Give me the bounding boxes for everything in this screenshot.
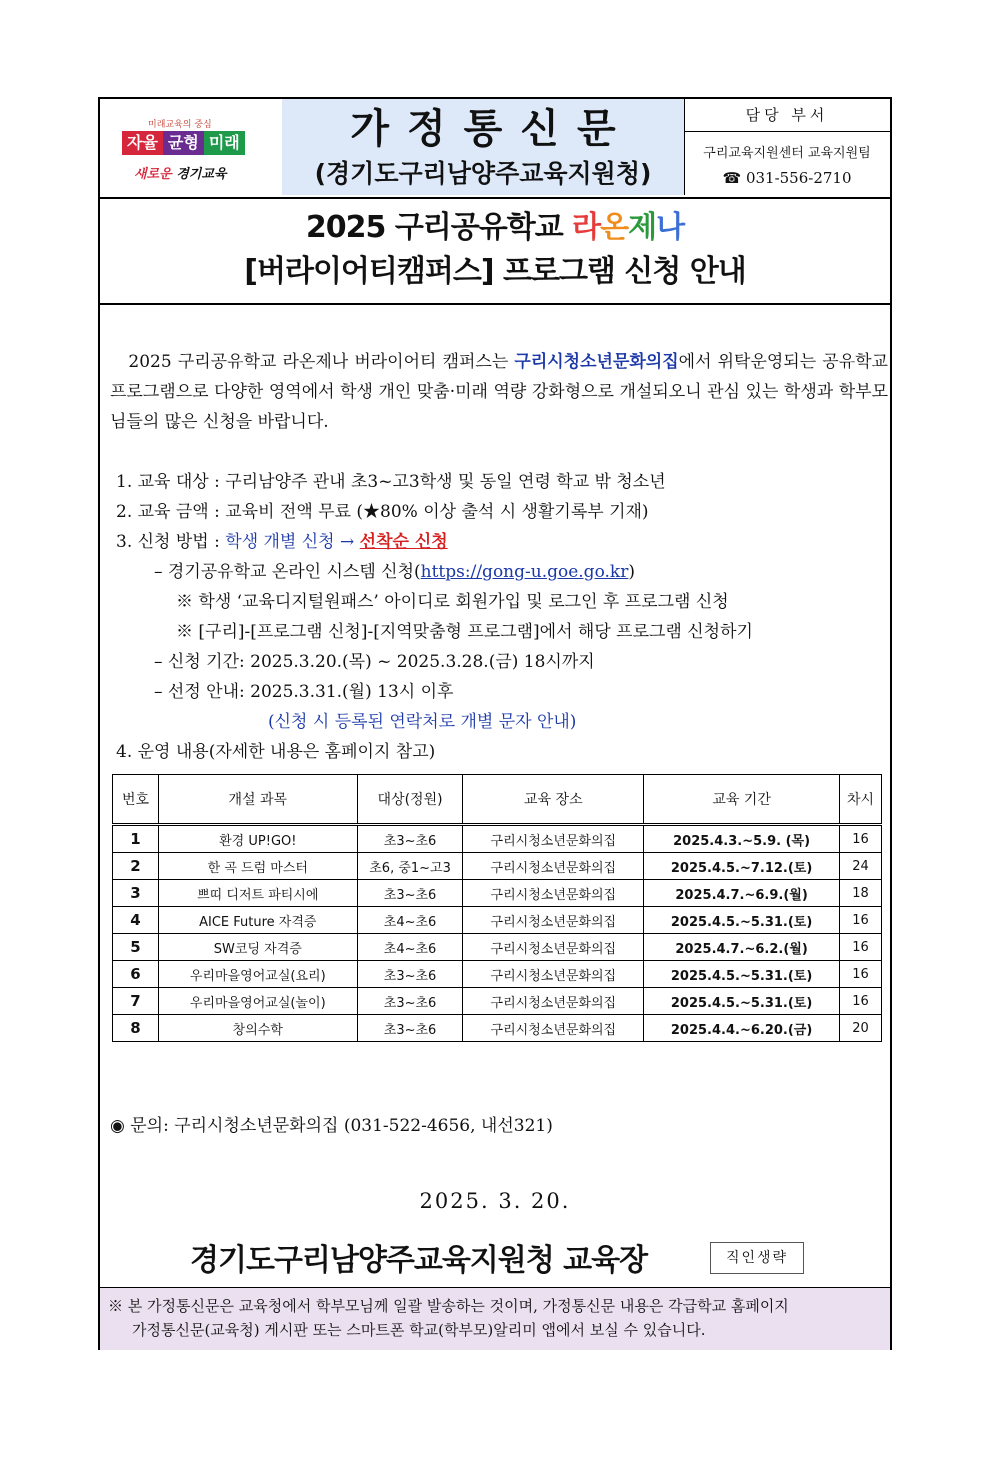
title-line-1: 2025 구리공유학교 라온제나: [305, 210, 685, 245]
intro-paragraph: 2025 구리공유학교 라온제나 버라이어티 캠퍼스는 구리시청소년문화의집에서 위탁운영되는 공유학교 프로그램으로 다양한 영역에서 학생 개인 맞춤·미래 역량 강화형으로 개설되오니 관심 있는 학생과 학부모님들의 많은 신청을 바랍니다.: [110, 352, 888, 432]
title-box: [282, 99, 685, 195]
details-list: [116, 467, 896, 767]
th-sessions: 차시: [840, 775, 882, 825]
table-row: 4 AICE Future 자격증 초4~초6 구리시청소년문화의집 2025.4.5.~5.31.(토) 16: [113, 907, 882, 934]
table-row: 3 쁘띠 디저트 파티시에 초3~초6 구리시청소년문화의집 2025.4.7.~6.9.(월) 18: [113, 880, 882, 907]
th-target: 대상(정원): [357, 775, 463, 825]
inquiry-line: ◉ 문의: 구리시청소년문화의집 (031-522-4656, 내선321): [110, 1116, 553, 1136]
issuer-name: 경기도구리남양주교육지원청 교육장: [190, 1243, 648, 1278]
note-menu-path: ※ [구리]-[프로그램 신청]-[지역맞춤형 프로그램]에서 해당 프로그램 신청하기: [176, 622, 753, 642]
note-signup: ※ 학생 ‘교육디지털원패스’ 아이디로 회원가입 및 로그인 후 프로그램 신청: [176, 592, 729, 612]
logo-pill-balance: 균형: [163, 131, 204, 155]
logo-pills: [122, 131, 245, 155]
sub-selection: – 선정 안내: 2025.3.31.(월) 13시 이후: [154, 682, 454, 702]
department-phone: ☎ 031-556-2710: [722, 169, 852, 187]
logo-tagline: 미래교육의 중심: [148, 120, 212, 130]
table-row: 8 창의수학 초3~초6 구리시청소년문화의집 2025.4.4.~6.20.(금) 20: [113, 1015, 882, 1042]
table-row: 7 우리마을영어교실(놀이) 초3~초6 구리시청소년문화의집 2025.4.5.~5.31.(토) 16: [113, 988, 882, 1015]
footer-note-line-2: 가정통신문(교육청) 게시판 또는 스마트폰 학교(학부모)알리미 앱에서 보실 수 있습니다.: [132, 1321, 706, 1339]
table-row: 6 우리마을영어교실(요리) 초3~초6 구리시청소년문화의집 2025.4.5.~5.31.(토) 16: [113, 961, 882, 988]
sub-apply-period: – 신청 기간: 2025.3.20.(목) ~ 2025.3.28.(금) 18시까지: [154, 652, 595, 672]
gyeonggi-education-logo: [100, 99, 283, 195]
gong-u-link[interactable]: https://gong-u.goe.go.kr: [420, 562, 629, 582]
th-place: 교육 장소: [463, 775, 644, 825]
issuing-office: (경기도구리남양주교육지원청): [314, 159, 652, 188]
document-frame: [98, 97, 892, 1350]
item-target: 1. 교육 대상 : 구리남양주 관내 초3~고3학생 및 동일 연령 학교 밖 청소년: [116, 472, 666, 492]
issue-date: 2025. 3. 20.: [419, 1189, 571, 1213]
organizer-highlight: 구리시청소년문화의집: [514, 352, 679, 372]
department-box: [684, 99, 890, 195]
item-operation: 4. 운영 내용(자세한 내용은 홈페이지 참고): [116, 742, 436, 762]
seal-omitted-box: 직인생략: [710, 1242, 804, 1274]
document-title: [100, 197, 890, 305]
table-header-row: [113, 775, 882, 825]
logo-pill-autonomy: 자율: [122, 131, 163, 155]
title-line-2: [버라이어티캠퍼스] 프로그램 신청 안내: [244, 254, 746, 289]
logo-pill-future: 미래: [204, 131, 245, 155]
item-fee: 2. 교육 금액 : 교육비 전액 무료 (★80% 이상 출석 시 생활기록부 기재): [116, 502, 649, 522]
phone-icon: ☎: [722, 169, 742, 187]
table-row: 1 환경 UP!GO! 초3~초6 구리시청소년문화의집 2025.4.3.~5.9. (목) 16: [113, 825, 882, 853]
footer-note-line-1: ※ 본 가정통신문은 교육청에서 학부모님께 일괄 발송하는 것이며, 가정통신문 내용은 각급학교 홈페이지: [108, 1297, 789, 1315]
footer-note: [100, 1287, 890, 1350]
table-row: 2 한 곡 드럼 마스터 초6, 중1~고3 구리시청소년문화의집 2025.4.5.~7.12.(토) 24: [113, 853, 882, 880]
newsletter-title: 가정통신문: [350, 106, 634, 152]
logo-subtitle: 새로운 경기교육: [134, 167, 227, 182]
department-label: 담당 부서: [684, 99, 890, 132]
sub-online-system: – 경기공유학교 온라인 시스템 신청(https://gong-u.goe.go.kr): [154, 562, 635, 582]
th-period: 교육 기간: [644, 775, 840, 825]
header-row: [100, 99, 890, 199]
table-row: 5 SW코딩 자격증 초4~초6 구리시청소년문화의집 2025.4.7.~6.2.(월) 16: [113, 934, 882, 961]
sub-selection-note: (신청 시 등록된 연락처로 개별 문자 안내): [268, 712, 577, 732]
th-course: 개설 과목: [158, 775, 357, 825]
program-table: [112, 774, 882, 1042]
department-name: 구리교육지원센터 교육지원팀: [703, 146, 871, 161]
th-number: 번호: [113, 775, 159, 825]
item-method: 3. 신청 방법 : 학생 개별 신청 → 선착순 신청: [116, 532, 448, 552]
